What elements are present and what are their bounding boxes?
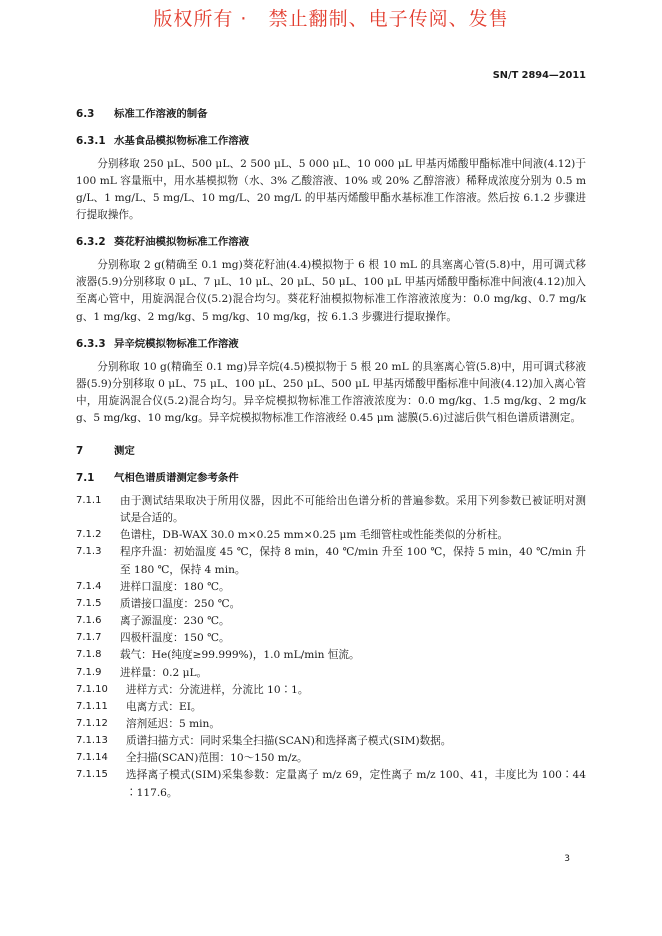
condition-number: 7.1.10 [76,683,108,695]
condition-text: 载气：He(纯度≥99.999%)，1.0 mL/min 恒流。 [120,649,360,662]
condition-number: 7.1.4 [76,580,102,592]
condition-text: 电离方式：EI。 [126,700,202,713]
heading-number: 6.3.1 [76,134,106,147]
paragraph-6-3-1: 分别移取 250 μL、500 μL、2 500 μL、5 000 μL、10 000 μL 甲基丙烯酸甲酯标准中间液(4.12)于 100 mL 容量瓶中，用水基模拟物（水、3% 乙酸溶液、10% 或 20% 乙醇溶液）稀释成浓度分别为 0.5 mg/L、1 mg/L、5 mg/L、10 mg/L、20 mg/L 的甲基丙烯酸甲酯水基标准工作溶液。然后按 6.1.2 步骤进行提取操作。 [76,157,586,222]
heading-title: 异辛烷模拟物标准工作溶液 [114,337,239,350]
condition-number: 7.1.15 [76,769,108,781]
heading-number: 7 [76,445,84,458]
heading-6-3-3 [76,336,586,353]
condition-number: 7.1.11 [76,700,108,712]
heading-7 [76,443,586,460]
condition-number: 7.1.5 [76,597,102,609]
heading-title: 标准工作溶液的制备 [114,108,208,120]
condition-number: 7.1.2 [76,529,102,541]
condition-text: 溶剂延迟：5 min。 [126,717,220,730]
condition-item [76,733,586,750]
condition-number: 7.1.7 [76,632,102,644]
standard-code: SN/T 2894—2011 [492,70,586,81]
document-body [76,106,586,802]
heading-6-3-2 [76,234,586,251]
condition-number: 7.1.8 [76,649,102,661]
condition-number: 7.1.6 [76,615,102,627]
condition-text: 离子源温度：230 ℃。 [120,615,230,628]
condition-number: 7.1.12 [76,717,108,729]
condition-number: 7.1.13 [76,735,108,747]
condition-item [76,716,586,733]
condition-item [76,699,586,716]
condition-item [76,767,586,801]
heading-6-3 [76,106,586,123]
heading-number: 6.3.2 [76,236,106,249]
condition-item [76,750,586,767]
condition-number: 7.1.1 [76,494,102,506]
condition-item [76,527,586,544]
heading-number: 6.3.3 [76,337,106,350]
heading-title: 气相色谱质谱测定参考条件 [114,472,239,485]
heading-title: 葵花籽油模拟物标准工作溶液 [114,236,250,249]
heading-title: 水基食品模拟物标准工作溶液 [114,134,250,147]
heading-7-1 [76,470,586,487]
condition-number: 7.1.9 [76,666,102,678]
conditions-list [76,493,586,802]
condition-item [76,579,586,596]
condition-item [76,493,586,527]
copyright-watermark: 版权所有 · 禁止翻制、电子传阅、发售 [153,8,509,30]
heading-number: 6.3 [76,108,95,120]
condition-item [76,630,586,647]
heading-number: 7.1 [76,472,95,485]
condition-item [76,647,586,664]
page-number: 3 [564,854,570,864]
condition-text: 四极杆温度：150 ℃。 [120,632,230,645]
condition-item [76,596,586,613]
condition-text: 程序升温：初始温度 45 ℃，保持 8 min，40 ℃/min 升至 100 ℃，保持 5 min，40 ℃/min 升至 180 ℃，保持 4 min。 [120,546,586,576]
condition-text: 由于测试结果取决于所用仪器，因此不可能给出色谱分析的普遍参数。采用下列参数已被证明对测试是合适的。 [120,494,586,525]
condition-number: 7.1.14 [76,752,108,764]
condition-number: 7.1.3 [76,546,102,558]
condition-item [76,544,586,578]
condition-text: 质谱扫描方式：同时采集全扫描(SCAN)和选择离子模式(SIM)数据。 [126,735,452,748]
condition-text: 进样方式：分流进样，分流比 10∶1。 [126,683,309,696]
paragraph-6-3-2: 分别称取 2 g(精确至 0.1 mg)葵花籽油(4.4)模拟物于 6 根 10 mL 的具塞离心管(5.8)中，用可调式移液器(5.9)分别移取 0 μL、7 μL、10 μL、20 μL、50 μL、100 μL 甲基丙烯酸甲酯标准中间液(4.12)加入至离心管中，用旋涡混合仪(5.2)混合均匀。葵花籽油模拟物标准工作溶液浓度为：0.0 mg/kg、0.7 mg/kg、1 mg/kg、2 mg/kg、5 mg/kg、10 mg/kg，按 6.1.3 步骤进行提取操作。 [76,259,586,323]
condition-text: 色谱柱，DB-WAX 30.0 m×0.25 mm×0.25 μm 毛细管柱或性能类似的分析柱。 [120,529,509,542]
condition-item [76,665,586,682]
condition-text: 选择离子模式(SIM)采集参数：定量离子 m/z 69，定性离子 m/z 100、41，丰度比为 100∶44∶117.6。 [126,769,586,799]
condition-text: 全扫描(SCAN)范围：10～150 m/z。 [126,752,308,765]
heading-6-3-1 [76,133,586,150]
condition-item [76,613,586,630]
condition-text: 质谱接口温度：250 ℃。 [120,597,241,610]
condition-item [76,682,586,699]
heading-title: 测定 [114,445,135,458]
condition-text: 进样量：0.2 μL。 [120,666,208,679]
paragraph-6-3-3: 分别称取 10 g(精确至 0.1 mg)异辛烷(4.5)模拟物于 5 根 20 mL 的具塞离心管(5.8)中，用可调式移液器(5.9)分别移取 0 μL、75 μL、100 μL、250 μL、500 μL 甲基丙烯酸甲酯标准中间液(4.12)加入离心管中，用旋涡混合仪(5.2)混合均匀。异辛烷模拟物标准工作溶液浓度为：0.0 mg/kg、1.5 mg/kg、2 mg/kg、5 mg/kg、10 mg/kg。异辛烷模拟物标准工作溶液经 0.45 μm 滤膜(5.6)过滤后供气相色谱质谱测定。 [76,360,586,425]
condition-text: 进样口温度：180 ℃。 [120,580,230,593]
